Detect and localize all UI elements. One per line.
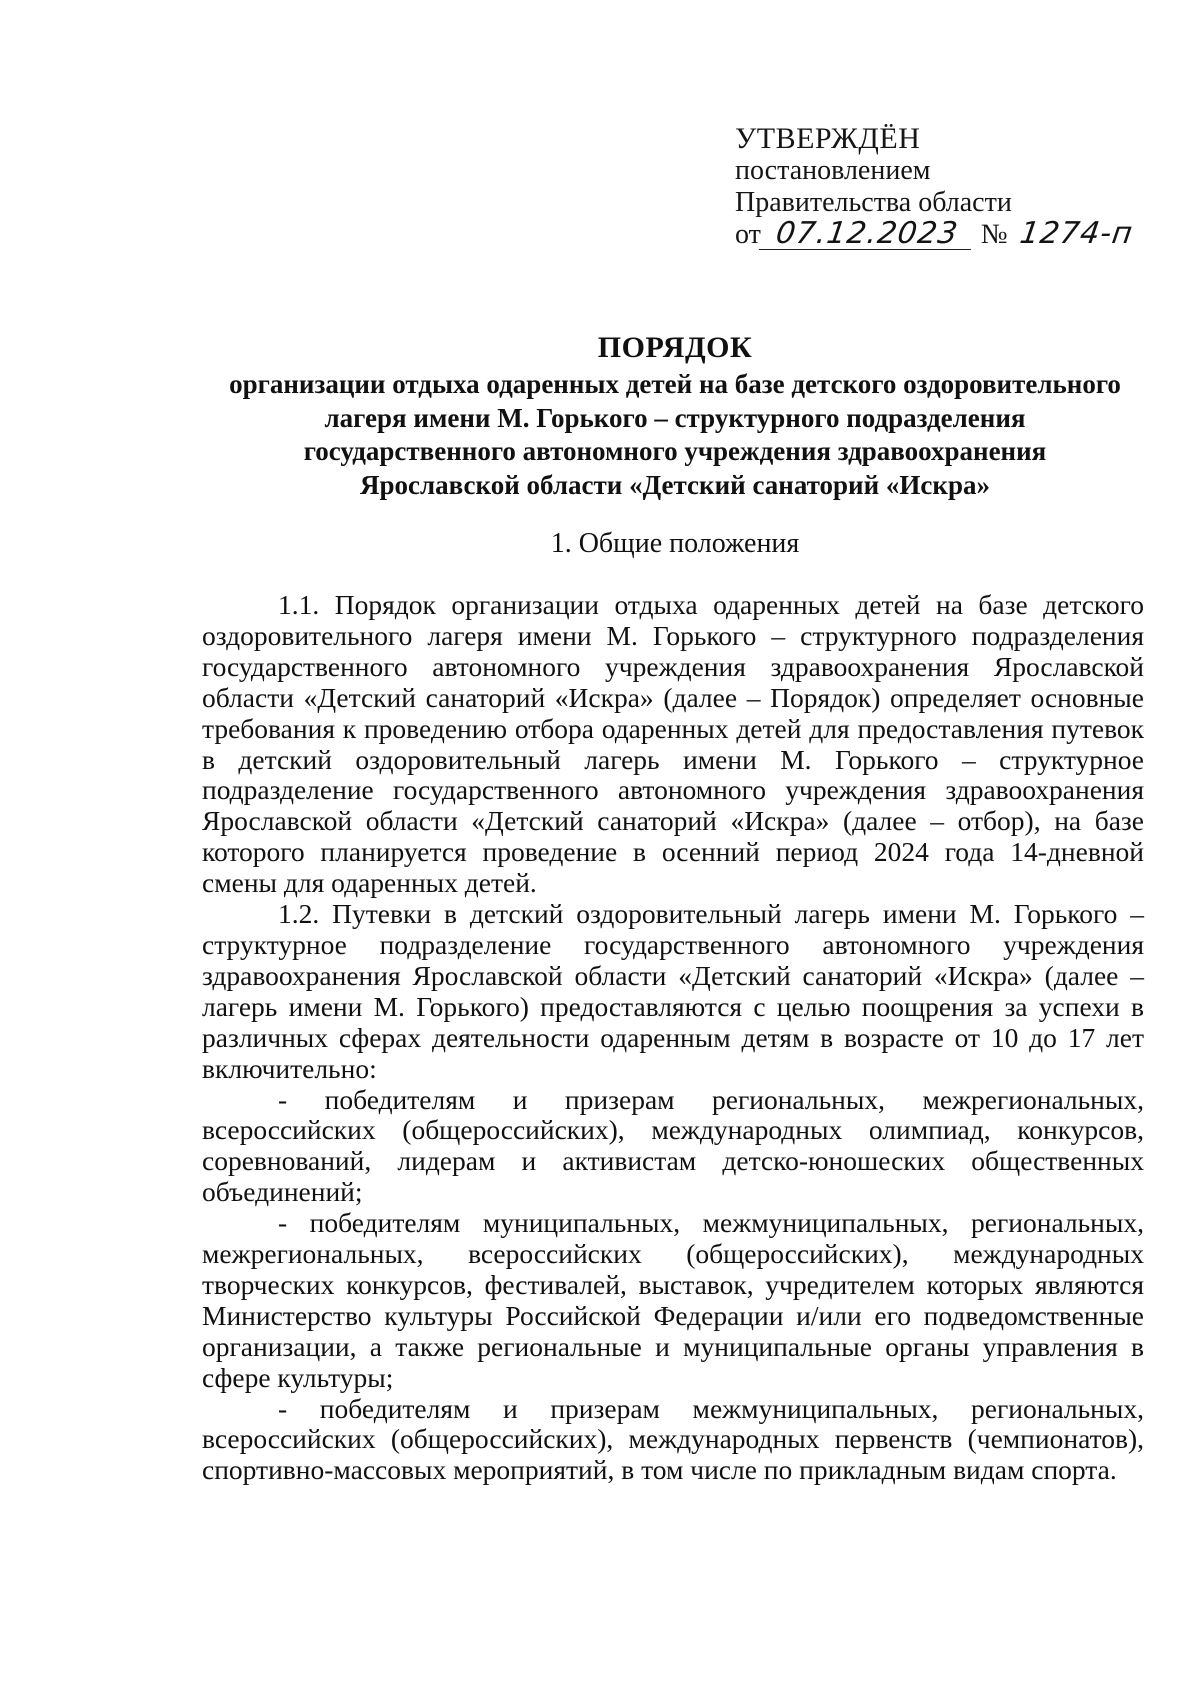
subtitle-line-1: организации отдыха одаренных детей на базе детского оздоровительного xyxy=(229,369,1121,399)
subtitle-line-2: лагеря имени М. Горького – структурного подразделения xyxy=(324,402,1026,433)
paragraph-1-2: 1.2. Путевки в детский оздоровительный лагерь имени М. Горького – структурное подразделение государственного автономного учреждения здравоохранения Ярославской области «Детский санаторий «Искра» (далее – лагерь имени М. Горького) предоставляются с целью поощрения за успехи в различных сферах деятельности одаренным детям в возрасте от 10 до 17 лет включительно: xyxy=(202,898,1144,1084)
list-item: - победителям и призерам региональных, межрегиональных, всероссийских (общероссийских), международных олимпиад, конкурсов, соревнований, лидерам и активистам детско-юношеских общественных объединений; xyxy=(202,1083,1144,1208)
list-item: - победителям и призерам межмуниципальных, региональных, всероссийских (общероссийских), международных первенств (чемпионатов), спортивно-массовых мероприятий, в том числе по прикладным видам спорта. xyxy=(202,1392,1144,1486)
approval-line-decree: постановлением xyxy=(735,155,931,186)
handwritten-number: 1274-п xyxy=(1017,216,1135,251)
document-title: ПОРЯДОК xyxy=(597,331,753,364)
subtitle-line-4: Ярославской области «Детский санаторий «Искра» xyxy=(360,469,990,500)
approval-stamp-block xyxy=(735,123,1144,251)
list-item: - победителям муниципальных, межмуниципальных, региональных, межрегиональных, всероссийских (общероссийских), международных творческих конкурсов, фестивалей, выставок, учредителем которых являются Министерство культуры Российской Федерации и/или его подведомственные организации, а также региональные и муниципальные органы управления в сфере культуры; xyxy=(202,1207,1144,1393)
date-prefix: от xyxy=(735,219,761,250)
section-heading: 1. Общие положения xyxy=(550,528,800,559)
paragraph-1-1: 1.1. Порядок организации отдыха одаренных детей на базе детского оздоровительного лагеря имени М. Горького – структурного подразделения государственного автономного учреждения здравоохранения Ярославской области «Детский санаторий «Искра» (далее – Порядок) определяет основные требования к проведению отбора одаренных детей для предоставления путевок в детский оздоровительный лагерь имени М. Горького – структурное подразделение государственного автономного учреждения здравоохранения Ярославской области «Детский санаторий «Искра» (далее – отбор), на базе которого планируется проведение в осенний период 2024 года 14-дневной смены для одаренных детей. xyxy=(202,589,1144,899)
handwritten-date: 07.12.2023 xyxy=(759,219,975,250)
subtitle-line-3: государственного автономного учреждения здравоохранения xyxy=(303,436,1047,466)
document-title-block xyxy=(160,328,1190,502)
number-sign: № xyxy=(980,219,1008,250)
approval-line-government: Правительства области xyxy=(735,187,1012,218)
approval-date-number-row xyxy=(735,216,1144,251)
document-body xyxy=(202,590,1144,1486)
approval-heading: УТВЕРЖДЁН xyxy=(735,122,921,155)
